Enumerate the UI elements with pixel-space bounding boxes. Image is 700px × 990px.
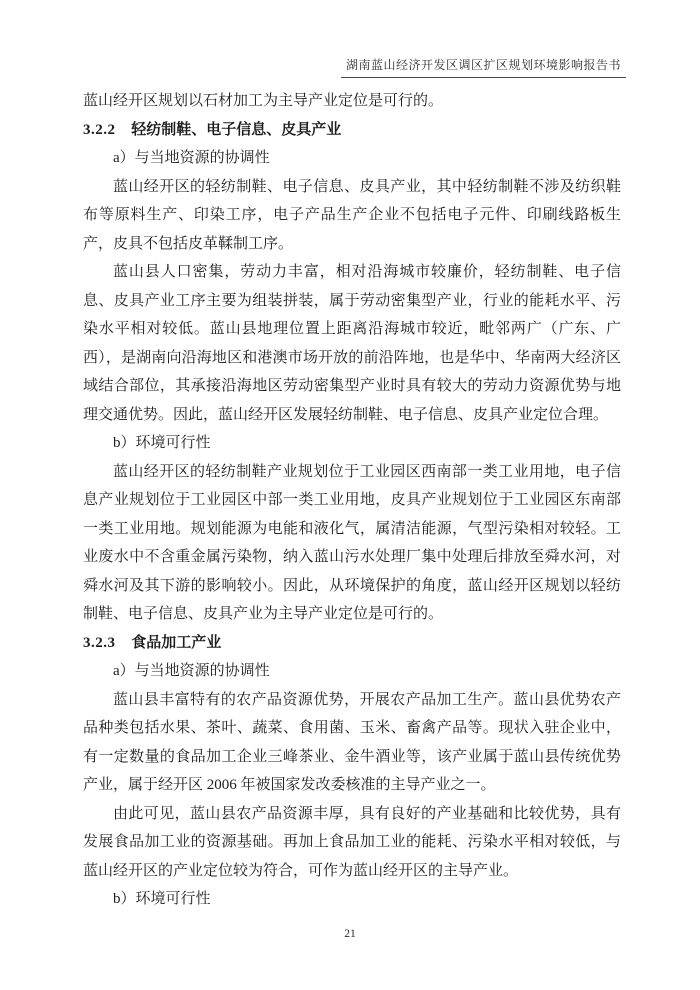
- paragraph-planning-layout: 蓝山经开区的轻纺制鞋产业规划位于工业园区西南部一类工业用地，电子信息产业规划位于工业园区中部一类工业用地，皮具产业规划位于工业园区东南部一类工业用地。规划能源为电能和液化气，属清洁能源，气型污染相对较轻。工业废水中不含重金属污染物，纳入蓝山污水处理厂集中处理后排放至舜水河，对舜水河及其下游的影响较小。因此，从环境保护的角度，蓝山经开区规划以轻纺制鞋、电子信息、皮具产业为主导产业定位是可行的。: [83, 463, 621, 622]
- subheading-env-feasibility-2: b）环境可行性: [113, 891, 211, 907]
- paragraph-industry-scope: 蓝山经开区的轻纺制鞋、电子信息、皮具产业，其中轻纺制鞋不涉及纺织鞋布等原料生产、印染工序，电子产品生产企业不包括电子元件、印刷线路板生产，皮具不包括皮革鞣制工序。: [83, 178, 621, 252]
- page-footer: [0, 928, 700, 940]
- paragraph-agricultural-products: 蓝山县丰富特有的农产品资源优势，开展农产品加工生产。蓝山县优势农产品种类包括水果、茶叶、蔬菜、食用菌、玉米、畜禽产品等。现状入驻企业中，有一定数量的食品加工企业三峰茶业、金牛酒业等，该产业属于蓝山县传统优势产业，属于经开区 2006 年被国家发改委核准的主导产业之一。: [83, 691, 621, 793]
- subheading-local-resources-2: a）与当地资源的协调性: [113, 663, 270, 679]
- paragraph-food-industry-conclusion: 由此可见，蓝山县农产品资源丰厚，具有良好的产业基础和比较优势，具有发展食品加工业的资源基础。再加上食品加工业的能耗、污染水平相对较低，与蓝山经开区的产业定位较为符合，可作为蓝山经开区的主导产业。: [83, 805, 621, 879]
- section-heading-3-2-3: [83, 629, 621, 658]
- document-body: [83, 87, 621, 914]
- section-title: 轻纺制鞋、电子信息、皮具产业: [131, 121, 342, 138]
- paragraph-labor-advantage: 蓝山县人口密集，劳动力丰富，相对沿海城市较廉价，轻纺制鞋、电子信息、皮具产业工序主要为组装拼装，属于劳动密集型产业，行业的能耗水平、污染水平相对较低。蓝山县地理位置上距离沿海城市较近，毗邻两广（广东、广西），是湖南向沿海地区和港澳市场开放的前沿阵地，也是华中、华南两大经济区域结合部位，其承接沿海地区劳动密集型产业时具有较大的劳动力资源优势与地理交通优势。因此，蓝山经开区发展轻纺制鞋、电子信息、皮具产业定位合理。: [83, 264, 621, 423]
- section-title: 食品加工产业: [131, 634, 222, 651]
- section-heading-3-2-2: [83, 116, 621, 145]
- subheading-local-resources-1: a）与当地资源的协调性: [113, 150, 270, 166]
- section-number: 3.2.3: [83, 634, 116, 651]
- header-title: 湖南蓝山经济开发区调区扩区规划环境影响报告书: [341, 58, 626, 78]
- paragraph-stone-conclusion: 蓝山经开区规划以石材加工为主导产业定位是可行的。: [83, 93, 444, 109]
- subheading-env-feasibility-1: b）环境可行性: [113, 435, 211, 451]
- section-number: 3.2.2: [83, 121, 116, 138]
- page-header: [341, 56, 626, 78]
- page-number: 21: [344, 928, 356, 940]
